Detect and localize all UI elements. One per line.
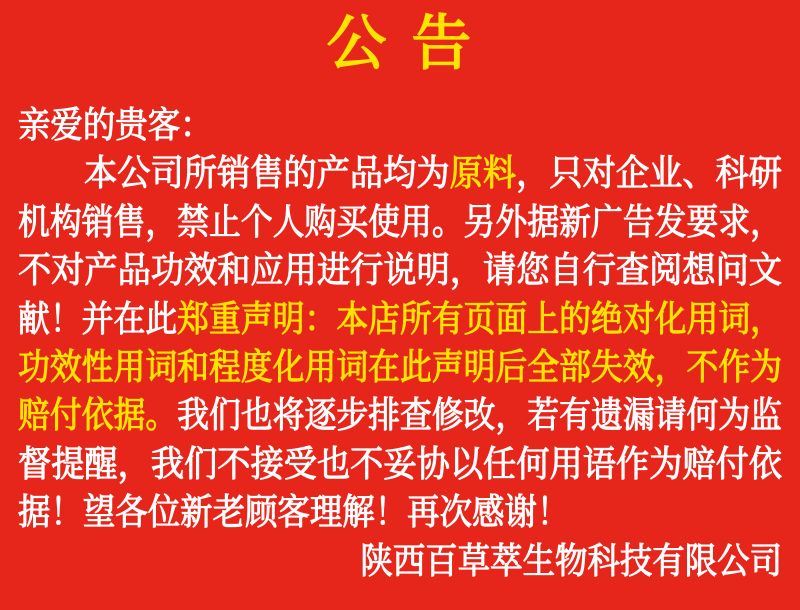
text-line [18,489,782,537]
text-segment: 机构销售，禁止个人购买使用。另外据新广告发要求， [18,201,783,243]
text-line [18,296,782,344]
text-segment: 本公司所销售的产品均为 [84,153,450,195]
text-line-content [18,441,782,489]
text-segment: 功效性用词和程度化用词在此声明后全部失效，不作为 [18,346,783,388]
text-segment: 献！并在此 [18,298,178,340]
announcement-body [0,102,800,586]
text-segment: 亲爱的贵客： [18,105,213,146]
text-line [18,199,782,247]
signature-line [18,538,782,586]
text-line-content [84,150,782,198]
text-line-content [18,296,782,344]
text-line [18,441,782,489]
text-line-content [18,489,569,537]
text-line [18,247,782,295]
text-segment: 原料 [449,153,517,195]
text-segment: 据！望各位新老顾客理解！再次感谢！ [18,492,570,534]
announcement-banner [0,10,800,610]
text-line-content [18,392,782,440]
text-line [18,344,782,392]
text-line [18,150,782,198]
text-line-content [18,344,782,392]
text-segment: 我们也将逐步排查修改，若有遗漏请何为监 [177,395,783,437]
text-segment: 督提醒，我们不接受也不妥协以任何用语作为赔付依 [18,443,783,485]
text-segment: 赔付依据。 [18,395,178,437]
text-line-content [18,199,782,247]
text-segment: ，只对企业、科研 [516,153,783,195]
signature: 陕西百草萃生物科技有限公司 [360,540,782,582]
page-title: 公 告 [326,9,474,79]
text-segment: 郑重声明：本店所有页面上的绝对化用词， [177,298,783,340]
text-line [18,392,782,440]
text-line-content [18,247,782,295]
text-line [18,102,782,150]
text-segment: 不对产品功效和应用进行说明，请您自行查阅想问文 [18,250,783,292]
text-line-content [18,102,213,150]
